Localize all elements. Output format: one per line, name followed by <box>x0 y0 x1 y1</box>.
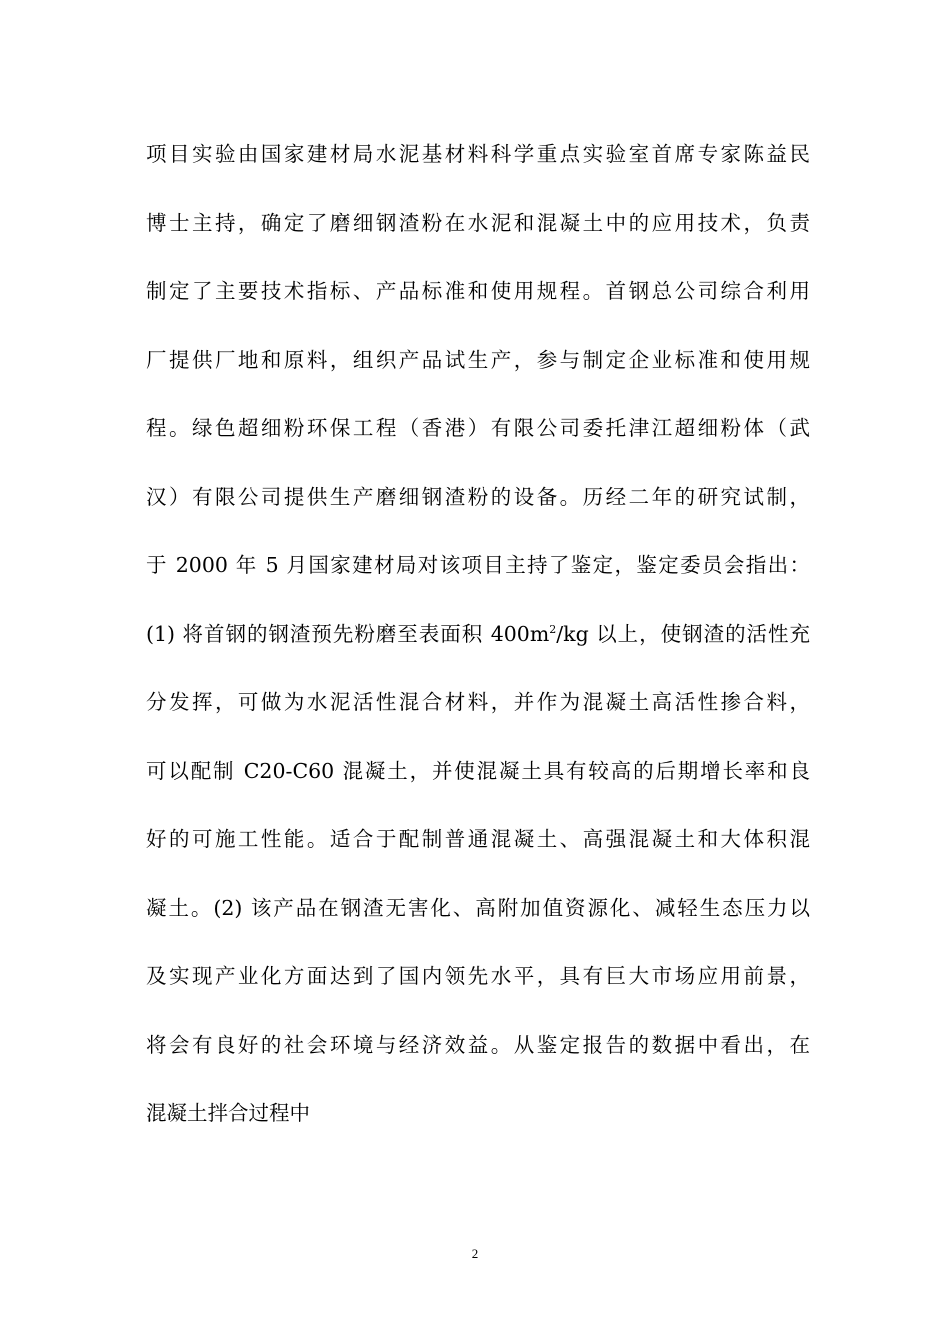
text-line: 分发挥，可做为水泥活性混合材料，并作为混凝土高活性掺合料， <box>146 690 810 714</box>
page-number: 2 <box>471 1246 479 1261</box>
text-line: 将会有良好的社会环境与经济效益。从鉴定报告的数据中看出，在 <box>146 1032 810 1057</box>
text-segment: (1) 将首钢的钢渣预先粉磨至表面积 400m <box>146 621 550 646</box>
text-line: 汉）有限公司提供生产磨细钢渣粉的设备。历经二年的研究试制， <box>146 484 810 509</box>
text-line: 及实现产业化方面达到了国内领先水平，具有巨大市场应用前景， <box>146 964 810 988</box>
text-line: 制定了主要技术指标、产品标准和使用规程。首钢总公司综合利用 <box>146 279 810 303</box>
superscript: 2 <box>549 622 557 636</box>
text-line: 混凝土拌合过程中 <box>146 1101 310 1125</box>
text-line: 厂提供厂地和原料，组织产品试生产，参与制定企业标准和使用规 <box>146 347 810 372</box>
text-line: 可以配制 C20-C60 混凝土，并使混凝土具有较高的后期增长率和良 <box>146 758 810 783</box>
text-line: 程。绿色超细粉环保工程（香港）有限公司委托津江超细粉体（武 <box>146 416 810 440</box>
body-text <box>146 130 810 1158</box>
text-line: 于 2000 年 5 月国家建材局对该项目主持了鉴定，鉴定委员会指出： <box>146 553 810 577</box>
text-line: 凝土。(2) 该产品在钢渣无害化、高附加值资源化、减轻生态压力以 <box>146 895 810 920</box>
text-line: 项目实验由国家建材局水泥基材料科学重点实验室首席专家陈益民 <box>146 142 810 166</box>
text-line: 好的可施工性能。适合于配制普通混凝土、高强混凝土和大体积混 <box>146 827 810 851</box>
text-line-superscript <box>146 610 810 679</box>
text-line: 博士主持，确定了磨细钢渣粉在水泥和混凝土中的应用技术，负责 <box>146 210 810 235</box>
text-segment: /kg 以上，使钢渣的活性充 <box>556 621 810 646</box>
